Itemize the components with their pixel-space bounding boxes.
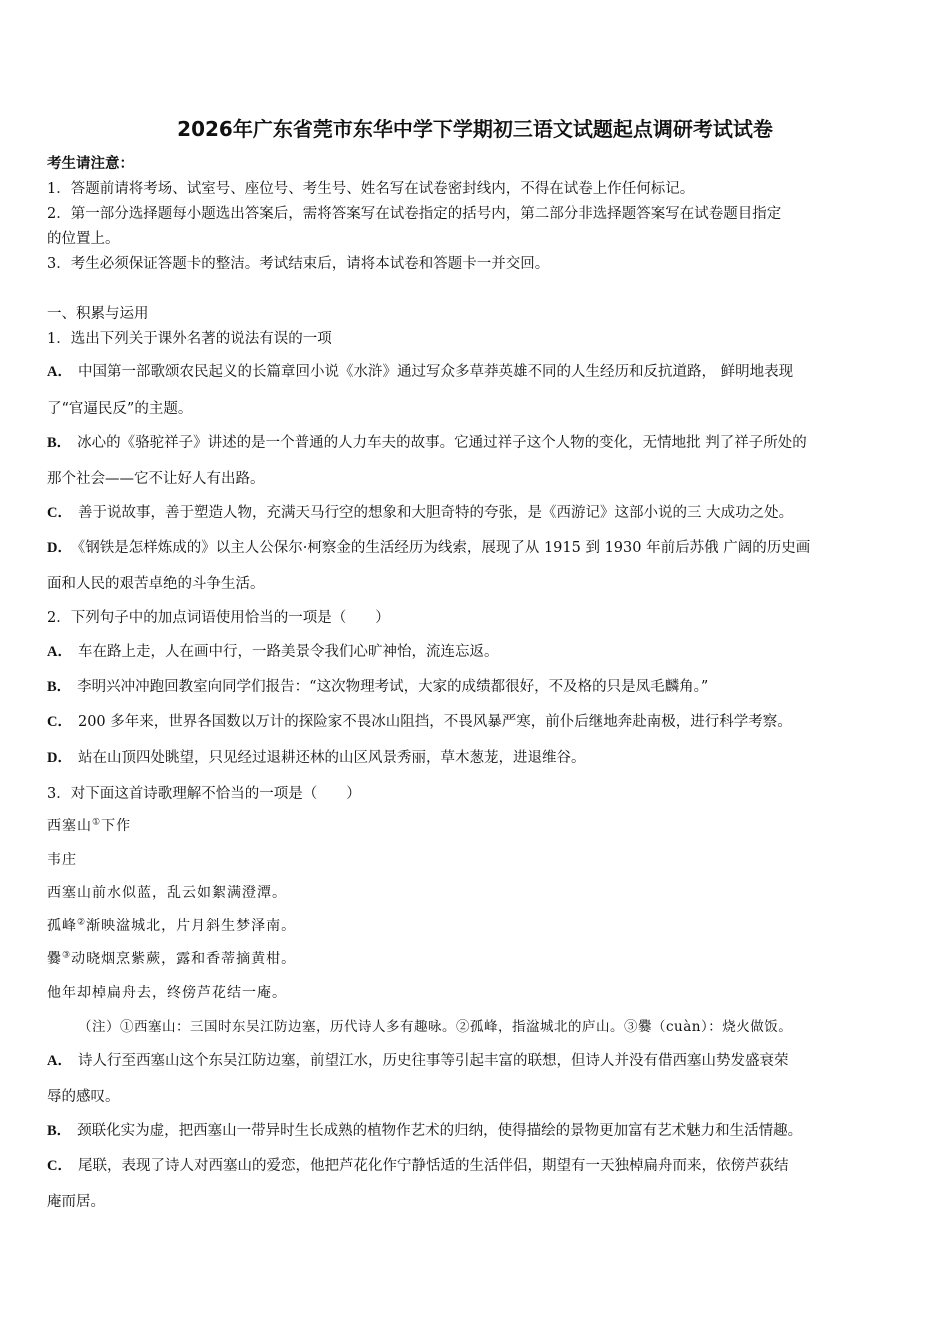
option-label: C． [47,505,72,521]
option-text: 200 多年来，世界各国数以万计的探险家不畏冰山阻挡，不畏风暴严寒，前仆后继地奔赴南极，进行科学考察。 [77,714,792,730]
poem-text: 渐映湓城北，片月斜生梦泽南。 [86,918,297,934]
option-label: A． [47,364,72,380]
option-label: D． [47,750,72,766]
q1-option-d [47,536,810,557]
q1-option-a-cont: 了“官逼民反”的主题。 [47,401,193,417]
notice-item: 1．答题前请将考场、试室号、座位号、考生号、姓名写在试卷密封线内，不得在试卷上作任何标记。 [47,181,695,197]
section-heading: 一、积累与运用 [47,306,149,322]
q1-option-b [47,431,807,452]
notice-heading: 考生请注意： [47,155,134,172]
q3-option-c-cont: 庵而居。 [47,1194,105,1210]
poem-title-suffix: 下作 [101,818,132,834]
option-text: 李明兴冲冲跑回教室向同学们报告：“这次物理考试，大家的成绩都很好，不及格的只是凤毛麟角。” [77,679,709,695]
option-label: B． [47,435,72,451]
option-text: 颈联化实为虚，把西塞山一带异时生长成熟的植物作艺术的归纳，使得描绘的景物更加富有艺术魅力和生活情趣。 [77,1123,803,1139]
q3-option-c [47,1154,788,1175]
question-3-stem: 3．对下面这首诗歌理解不恰当的一项是（ ） [47,786,361,802]
poem-line [47,915,296,935]
option-text: 站在山顶四处眺望，只见经过退耕还林的山区风景秀丽，草木葱茏，进退维谷。 [77,750,586,766]
q3-option-a-cont: 辱的感叹。 [47,1089,120,1105]
q2-option-a [47,640,498,661]
q3-option-a [47,1049,788,1070]
poem-text: 孤峰 [47,918,77,934]
poem-text: 西塞山前水似蓝，乱云如絮满澄潭。 [47,885,287,901]
footnote-mark: ① [92,817,102,828]
option-label: C． [47,1158,72,1174]
option-label: A． [47,644,72,660]
poem-title-text: 西塞山 [47,818,92,834]
option-text: 善于说故事，善于塑造人物，充满天马行空的想象和大胆奇特的夸张，是《西游记》这部小说的三 大成功之处。 [77,505,794,521]
footnote-mark: ③ [62,950,72,961]
option-label: A． [47,1053,72,1069]
option-text: 冰心的《骆驼祥子》讲述的是一个普通的人力车夫的故事。它通过祥子这个人物的变化，无情地批 判了祥子所处的 [77,435,807,451]
q1-option-d-cont: 面和人民的艰苦卓绝的斗争生活。 [47,576,265,592]
poem-line [47,982,287,1002]
option-text: 车在路上走，人在画中行，一路美景令我们心旷神怡，流连忘返。 [77,644,499,660]
option-text: 诗人行至西塞山这个东吴江防边塞，前望江水，历史往事等引起丰富的联想，但诗人并没有借西塞山势发盛衰荣 [77,1053,789,1069]
poem-line [47,882,287,902]
poem-text: 动晓烟烹紫蕨，露和香蒂摘黄柑。 [71,951,297,967]
q1-option-b-cont: 那个社会——它不让好人有出路。 [47,471,265,487]
option-text: 《钢铁是怎样炼成的》以主人公保尔·柯察金的生活经历为线索，展现了从 1915 到 1930 年前后苏俄 广阔的历史画 [77,540,811,556]
option-text: 中国第一部歌颂农民起义的长篇章回小说《水浒》通过写众多草莽英雄不同的人生经历和反抗道路， 鲜明地表现 [77,364,794,380]
footnote-mark: ② [77,917,87,928]
q2-option-d [47,746,585,767]
option-label: C． [47,714,72,730]
poem-title [47,815,131,835]
q1-option-c [47,501,793,522]
notice-item: 3．考生必须保证答题卡的整洁。考试结束后，请将本试卷和答题卡一并交回。 [47,256,550,272]
option-label: B． [47,1123,72,1139]
option-text: 尾联，表现了诗人对西塞山的爱恋，他把芦花化作宁静恬适的生活伴侣，期望有一天独棹扁舟而来，依傍芦荻结 [77,1158,789,1174]
option-label: B． [47,679,72,695]
q2-option-b [47,675,708,696]
poem-author: 韦庄 [47,852,77,868]
poem-text: 爨 [47,951,62,967]
page-title: 2026年广东省莞市东华中学下学期初三语文试题起点调研考试试卷 [177,117,773,141]
notice-item: 的位置上。 [47,231,120,247]
q2-option-c [47,710,792,731]
question-2-stem: 2．下列句子中的加点词语使用恰当的一项是（ ） [47,610,390,626]
q3-option-b [47,1119,802,1140]
question-1-stem: 1．选出下列关于课外名著的说法有误的一项 [47,331,332,347]
q1-option-a [47,360,793,381]
poem-note: （注）①西塞山：三国时东吴江防边塞，历代诗人多有趣咏。②孤峰，指湓城北的庐山。③爨（cuàn）：烧火做饭。 [78,1019,793,1035]
poem-line [47,948,296,968]
notice-item: 2．第一部分选择题每小题选出答案后，需将答案写在试卷指定的括号内，第二部分非选择题答案写在试卷题目指定 [47,206,782,222]
option-label: D． [47,540,72,556]
poem-text: 他年却棹扁舟去，终傍芦花结一庵。 [47,985,287,1001]
